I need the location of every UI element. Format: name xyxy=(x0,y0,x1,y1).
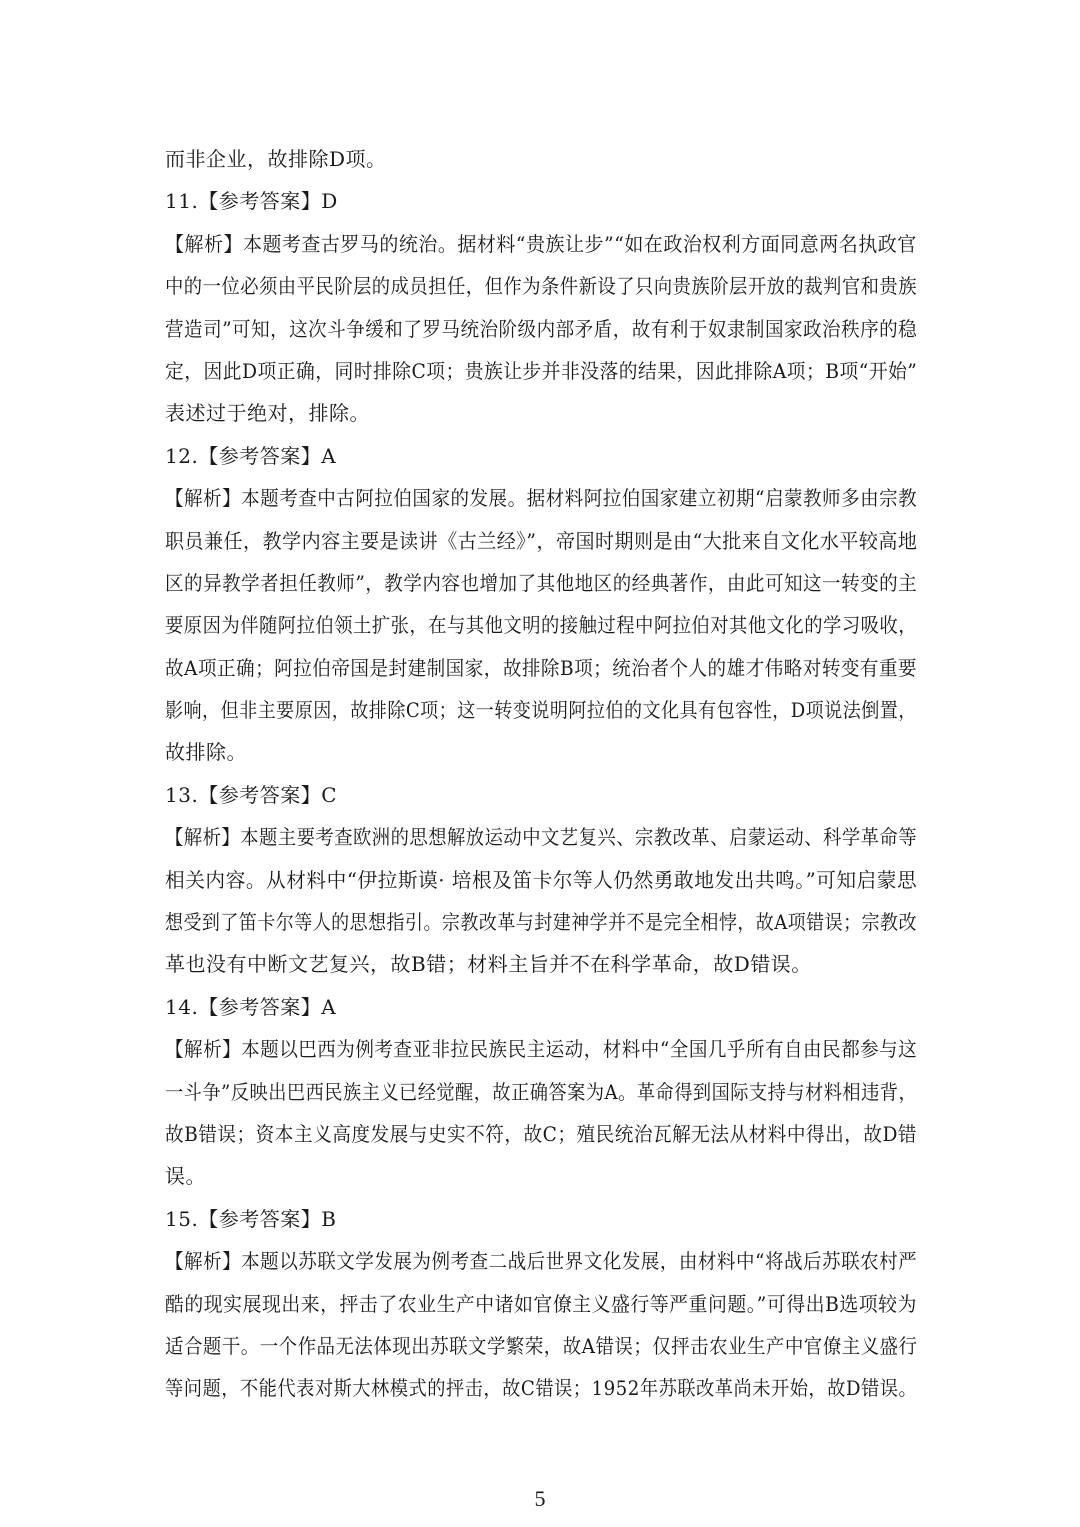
text-line-14: 影响，但非主要原因，故排除C项；这一转变说明阿拉伯的文化具有包容性，D项说法倒置， xyxy=(165,698,917,723)
text-line-22: 【解析】本题以巴西为例考查亚非拉民族民主运动，材料中“全国几乎所有自由民都参与这 xyxy=(165,1037,918,1062)
text-line-9: 【解析】本题考查中古阿拉伯国家的发展。据材料阿拉伯国家建立初期“启蒙教师多由宗教 xyxy=(165,486,918,511)
text-line-7: 表述过于绝对，排除。 xyxy=(165,401,370,426)
answer-heading-15: 15.【参考答案】B xyxy=(165,1206,337,1231)
text-line-4: 中的一位必须由平民阶层的成员担任，但作为条件新设了只向贵族阶层开放的裁判官和贵族 xyxy=(165,274,918,299)
text-line-15: 故排除。 xyxy=(165,740,247,765)
text-line-3: 【解析】本题考查古罗马的统治。据材料“贵族让步”“如在政治权利方面同意两名执政官 xyxy=(165,231,917,256)
text-line-13: 故A项正确；阿拉伯帝国是封建制国家，故排除B项；统治者个人的雄才伟略对转变有重要 xyxy=(165,655,918,680)
text-line-28: 酷的现实展现出来，抨击了农业生产中诸如官僚主义盛行等严重问题。”可得出B选项较为 xyxy=(165,1291,917,1316)
text-line-29: 适合题干。一个作品无法体现出苏联文学繁荣，故A错误；仅抨击农业生产中官僚主义盛行 xyxy=(165,1333,918,1358)
page-number: 5 xyxy=(534,1486,546,1511)
text-line-11: 区的异教学者担任教师”，教学内容也增加了其他地区的经典著作，由此可知这一转变的主 xyxy=(165,570,918,595)
answer-heading-12: 12.【参考答案】A xyxy=(165,443,337,468)
answer-heading-11: 11.【参考答案】D xyxy=(165,189,338,214)
text-line-24: 故B错误；资本主义高度发展与史实不符，故C；殖民统治瓦解无法从材料中得出，故D错 xyxy=(165,1121,918,1146)
text-line-17: 【解析】本题主要考查欧洲的思想解放运动中文艺复兴、宗教改革、启蒙运动、科学革命等 xyxy=(165,825,918,850)
text-line-20: 革也没有中断文艺复兴，故B错；材料主旨并不在科学革命，故D错误。 xyxy=(165,952,812,977)
text-line-23: 一斗争”反映出巴西民族主义已经觉醒，故正确答案为A。革命得到国际支持与材料相违背， xyxy=(165,1079,918,1104)
text-line-19: 想受到了笛卡尔等人的思想指引。宗教改革与封建神学并不是完全相悖，故A项错误；宗教改 xyxy=(165,910,917,935)
text-line-6: 定，因此D项正确，同时排除C项；贵族让步并非没落的结果，因此排除A项；B项“开始” xyxy=(165,358,918,383)
text-line-18: 相关内容。从材料中“伊拉斯谟· 培根及笛卡尔等人仍然勇敢地发出共鸣。”可知启蒙思 xyxy=(165,867,918,892)
text-line-27: 【解析】本题以苏联文学发展为例考查二战后世界文化发展，由材料中“将战后苏联农村严 xyxy=(165,1249,918,1274)
text-line-5: 营造司”可知，这次斗争缓和了罗马统治阶级内部矛盾，故有利于奴隶制国家政治秩序的稳 xyxy=(165,316,918,341)
answer-heading-13: 13.【参考答案】C xyxy=(165,782,338,807)
text-line-1: 而非企业，故排除D项。 xyxy=(165,147,387,171)
answer-explanations xyxy=(165,138,917,1410)
text-line-12: 要原因为伴随阿拉伯领土扩张，在与其他文明的接触过程中阿拉伯对其他文化的学习吸收， xyxy=(165,613,918,638)
text-line-25: 误。 xyxy=(165,1164,206,1189)
text-line-10: 职员兼任，教学内容主要是读讲《古兰经》”，帝国时期则是由“大批来自文化水平较高地 xyxy=(165,528,918,553)
answer-heading-14: 14.【参考答案】A xyxy=(165,994,337,1019)
text-line-30: 等问题，不能代表对斯大林模式的抨击，故C错误；1952年苏联改革尚未开始，故D错误。 xyxy=(165,1376,918,1401)
